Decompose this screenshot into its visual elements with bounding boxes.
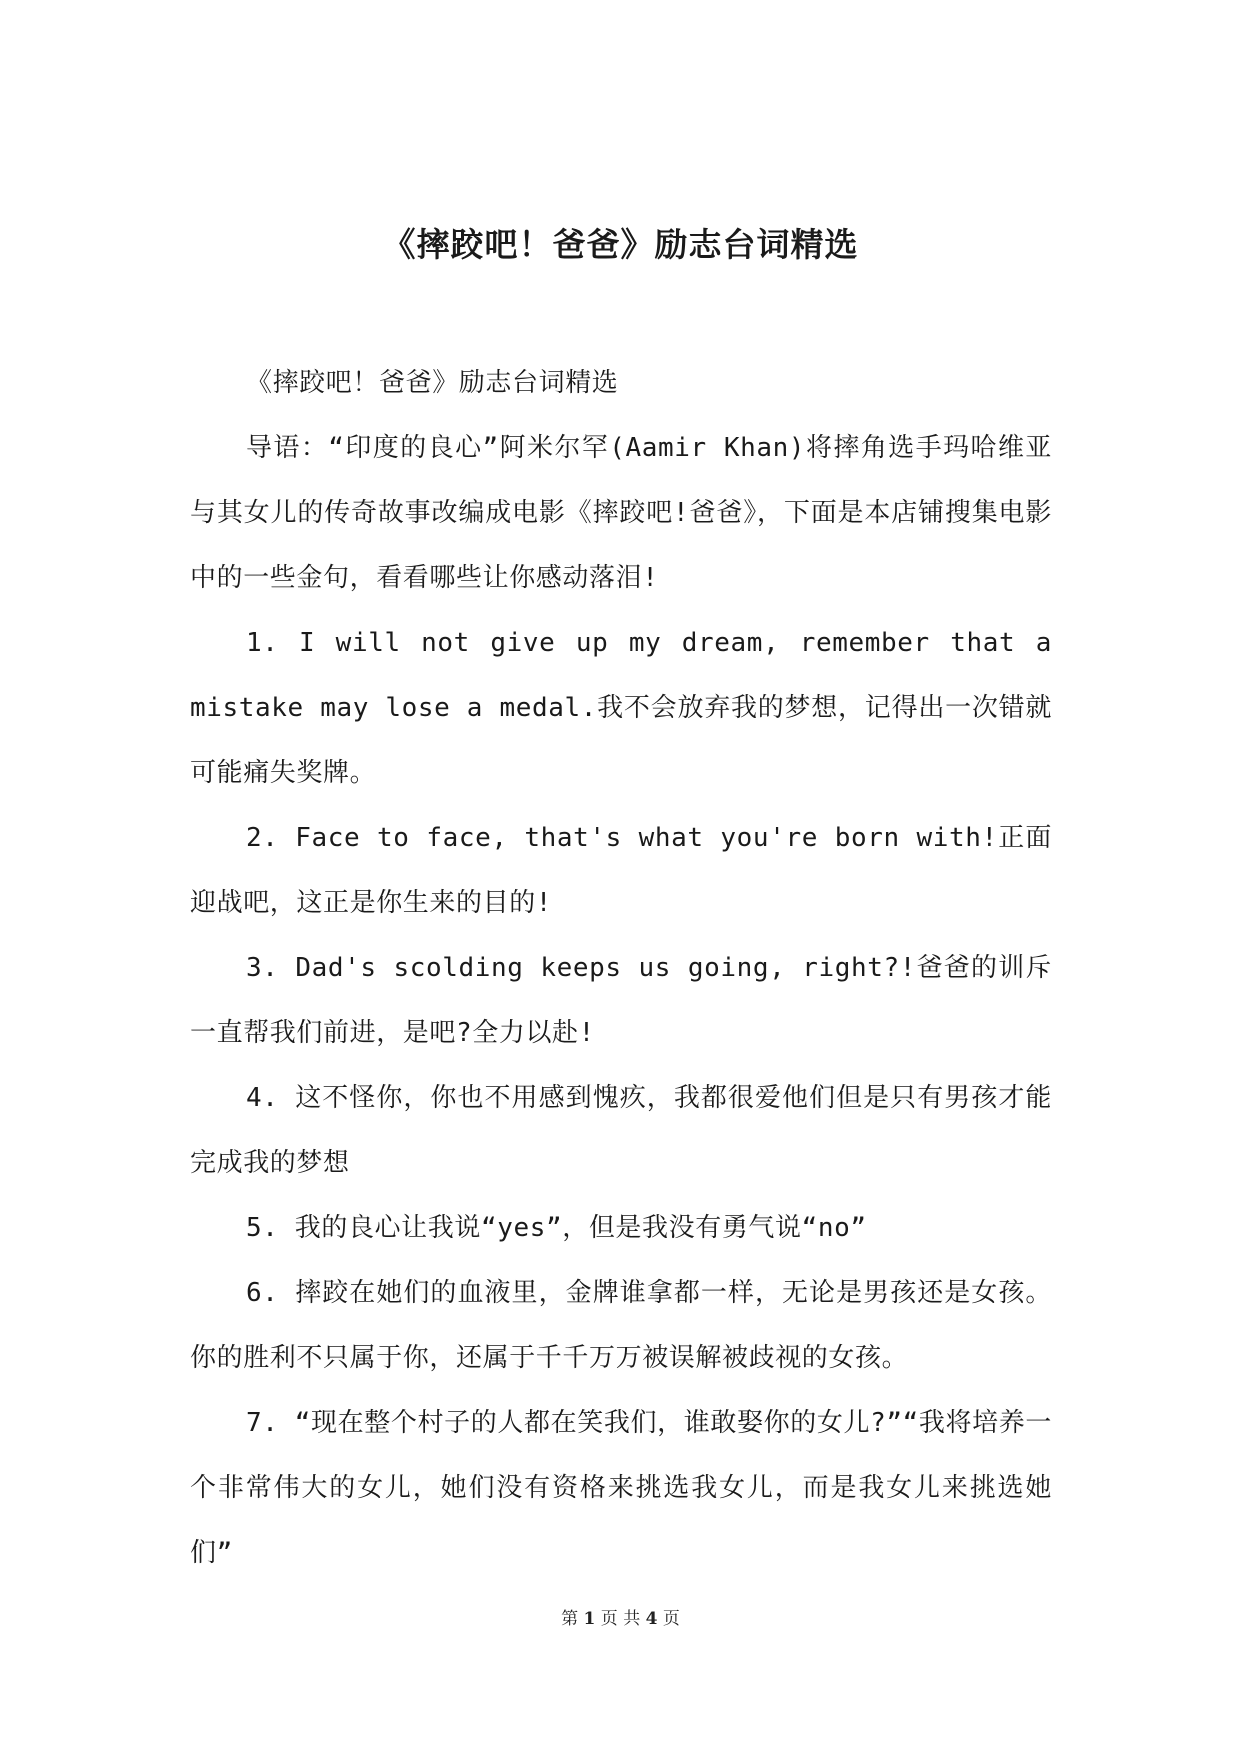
paragraph-quote-7: 7. “现在整个村子的人都在笑我们，谁敢娶你的女儿?”“我将培养一个非常伟大的女儿，她们没有资格来挑选我女儿，而是我女儿来挑选她们” [190, 1408, 1052, 1568]
paragraph-intro: 导语：“印度的良心”阿米尔罕(Aamir Khan)将摔角选手玛哈维亚与其女儿的传奇故事改编成电影《摔跤吧!爸爸》，下面是本店铺搜集电影中的一些金句，看看哪些让你感动落泪! [190, 433, 1052, 593]
footer-prefix: 第 [561, 1609, 579, 1629]
paragraph-quote-3: 3. Dad's scolding keeps us going, right?!爸爸的训斥一直帮我们前进，是吧?全力以赴! [190, 953, 1052, 1048]
footer-current-page: 1 [583, 1609, 596, 1629]
footer-suffix: 页 [662, 1609, 680, 1629]
document-body [190, 351, 1052, 1586]
paragraph-heading: 《摔跤吧！爸爸》励志台词精选 [246, 368, 619, 398]
footer-total-pages: 4 [645, 1609, 658, 1629]
paragraph-quote-1: 1. I will not give up my dream, remember that a mistake may lose a medal.我不会放弃我的梦想，记得出一次错就可能痛失奖牌。 [190, 628, 1052, 788]
paragraph-quote-2: 2. Face to face, that's what you're born with!正面迎战吧，这正是你生来的目的! [190, 823, 1052, 918]
page-footer [0, 1607, 1241, 1631]
paragraph-quote-4: 4. 这不怪你，你也不用感到愧疚，我都很爱他们但是只有男孩才能完成我的梦想 [190, 1083, 1052, 1178]
paragraph-quote-5: 5. 我的良心让我说“yes”，但是我没有勇气说“no” [246, 1213, 867, 1243]
paragraph-quote-6: 6. 摔跤在她们的血液里，金牌谁拿都一样，无论是男孩还是女孩。你的胜利不只属于你，还属于千千万万被误解被歧视的女孩。 [190, 1278, 1052, 1373]
document-title: 《摔跤吧！爸爸》励志台词精选 [382, 225, 859, 264]
footer-middle: 页 共 [600, 1609, 641, 1629]
